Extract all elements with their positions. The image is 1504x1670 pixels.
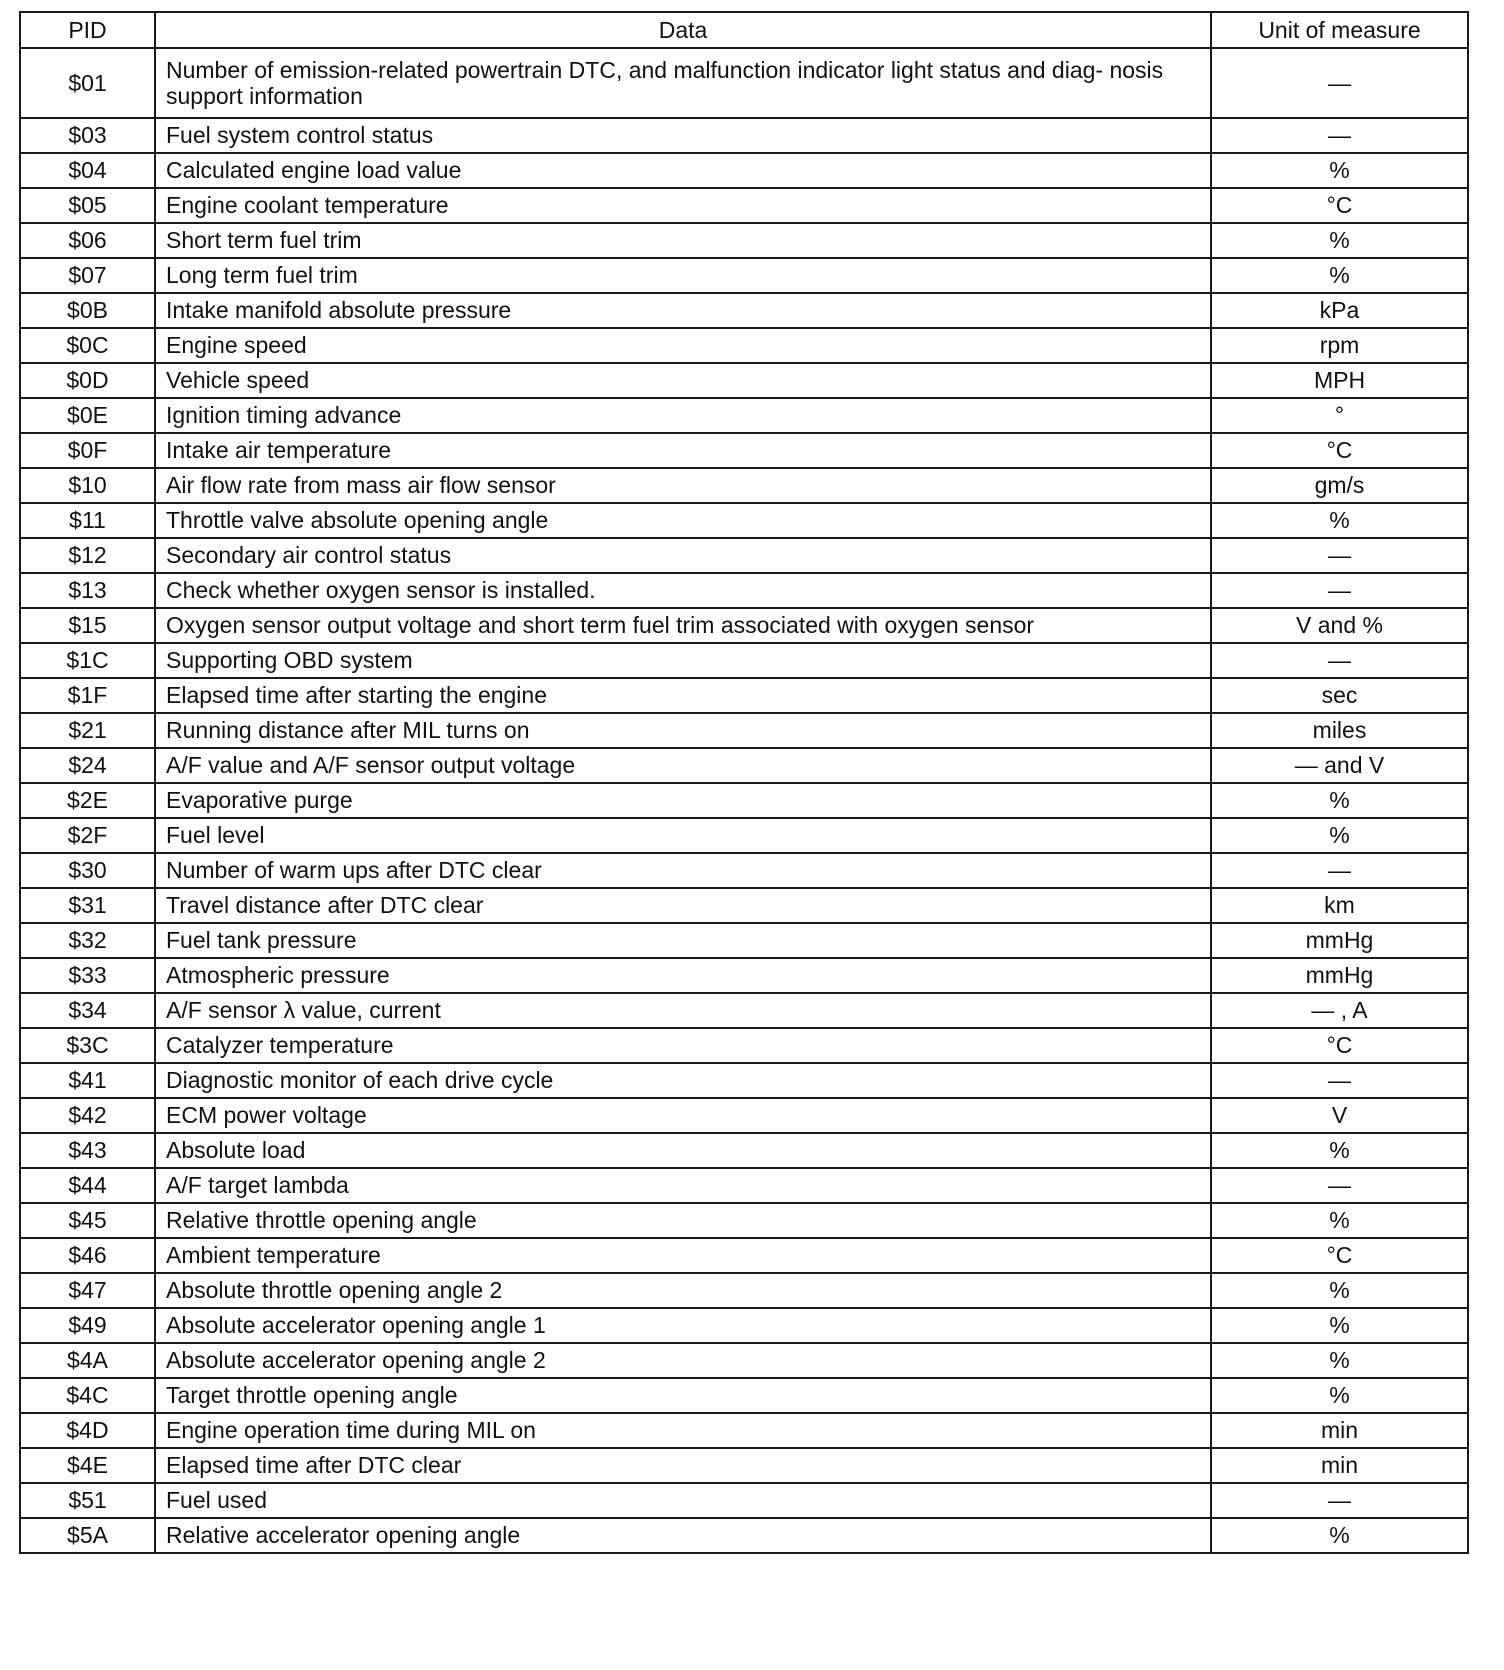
- pid-cell: $49: [20, 1308, 155, 1343]
- table-row: [20, 398, 1468, 433]
- data-cell: Number of emission-related powertrain DTC, and malfunction indicator light status and diag- nosis support information: [155, 48, 1211, 118]
- data-cell: Elapsed time after DTC clear: [155, 1448, 1211, 1483]
- table-row: [20, 993, 1468, 1028]
- unit-cell: min: [1211, 1448, 1468, 1483]
- unit-cell: kPa: [1211, 293, 1468, 328]
- data-cell: A/F target lambda: [155, 1168, 1211, 1203]
- table-row: [20, 748, 1468, 783]
- unit-cell: km: [1211, 888, 1468, 923]
- unit-cell: %: [1211, 258, 1468, 293]
- table-row: [20, 1273, 1468, 1308]
- table-row: [20, 1343, 1468, 1378]
- unit-cell: %: [1211, 1308, 1468, 1343]
- pid-cell: $15: [20, 608, 155, 643]
- table-row: [20, 118, 1468, 153]
- data-cell: Engine speed: [155, 328, 1211, 363]
- pid-cell: $33: [20, 958, 155, 993]
- pid-cell: $0D: [20, 363, 155, 398]
- pid-cell: $45: [20, 1203, 155, 1238]
- unit-cell: °C: [1211, 433, 1468, 468]
- header-unit: Unit of measure: [1211, 12, 1468, 48]
- unit-cell: °C: [1211, 1238, 1468, 1273]
- data-cell: Air flow rate from mass air flow sensor: [155, 468, 1211, 503]
- unit-cell: sec: [1211, 678, 1468, 713]
- data-cell: Long term fuel trim: [155, 258, 1211, 293]
- pid-cell: $04: [20, 153, 155, 188]
- table-row: [20, 1028, 1468, 1063]
- pid-cell: $07: [20, 258, 155, 293]
- table-row: [20, 643, 1468, 678]
- unit-cell: %: [1211, 1518, 1468, 1553]
- table-row: [20, 1308, 1468, 1343]
- pid-cell: $0E: [20, 398, 155, 433]
- pid-cell: $24: [20, 748, 155, 783]
- pid-cell: $0F: [20, 433, 155, 468]
- data-cell: Short term fuel trim: [155, 223, 1211, 258]
- data-cell: Ignition timing advance: [155, 398, 1211, 433]
- data-cell: Elapsed time after starting the engine: [155, 678, 1211, 713]
- unit-cell: —: [1211, 573, 1468, 608]
- table-row: [20, 1448, 1468, 1483]
- pid-cell: $42: [20, 1098, 155, 1133]
- table-row: [20, 783, 1468, 818]
- unit-cell: —: [1211, 538, 1468, 573]
- pid-cell: $51: [20, 1483, 155, 1518]
- unit-cell: %: [1211, 503, 1468, 538]
- unit-cell: mmHg: [1211, 923, 1468, 958]
- unit-cell: °C: [1211, 1028, 1468, 1063]
- unit-cell: %: [1211, 783, 1468, 818]
- data-cell: Fuel used: [155, 1483, 1211, 1518]
- data-cell: A/F sensor λ value, current: [155, 993, 1211, 1028]
- table-row: [20, 1168, 1468, 1203]
- unit-cell: —: [1211, 48, 1468, 118]
- data-cell: Catalyzer temperature: [155, 1028, 1211, 1063]
- table-row: [20, 1518, 1468, 1553]
- pid-cell: $4C: [20, 1378, 155, 1413]
- unit-cell: %: [1211, 1273, 1468, 1308]
- unit-cell: mmHg: [1211, 958, 1468, 993]
- pid-cell: $2F: [20, 818, 155, 853]
- pid-cell: $1F: [20, 678, 155, 713]
- unit-cell: —: [1211, 118, 1468, 153]
- data-cell: Absolute load: [155, 1133, 1211, 1168]
- pid-cell: $34: [20, 993, 155, 1028]
- unit-cell: gm/s: [1211, 468, 1468, 503]
- unit-cell: %: [1211, 1343, 1468, 1378]
- pid-cell: $0B: [20, 293, 155, 328]
- table-row: [20, 1413, 1468, 1448]
- data-cell: Vehicle speed: [155, 363, 1211, 398]
- unit-cell: —: [1211, 1063, 1468, 1098]
- data-cell: Evaporative purge: [155, 783, 1211, 818]
- unit-cell: —: [1211, 1168, 1468, 1203]
- pid-cell: $21: [20, 713, 155, 748]
- data-cell: Atmospheric pressure: [155, 958, 1211, 993]
- table-row: [20, 1098, 1468, 1133]
- data-cell: Absolute accelerator opening angle 1: [155, 1308, 1211, 1343]
- data-cell: Throttle valve absolute opening angle: [155, 503, 1211, 538]
- pid-cell: $31: [20, 888, 155, 923]
- pid-cell: $06: [20, 223, 155, 258]
- unit-cell: %: [1211, 1203, 1468, 1238]
- data-cell: Supporting OBD system: [155, 643, 1211, 678]
- pid-cell: $43: [20, 1133, 155, 1168]
- unit-cell: %: [1211, 1378, 1468, 1413]
- data-cell: Relative throttle opening angle: [155, 1203, 1211, 1238]
- unit-cell: %: [1211, 818, 1468, 853]
- table-row: [20, 258, 1468, 293]
- data-cell: Diagnostic monitor of each drive cycle: [155, 1063, 1211, 1098]
- pid-cell: $46: [20, 1238, 155, 1273]
- pid-table: [19, 11, 1469, 1554]
- table-row: [20, 153, 1468, 188]
- unit-cell: —: [1211, 853, 1468, 888]
- table-row: [20, 48, 1468, 118]
- table-row: [20, 503, 1468, 538]
- unit-cell: min: [1211, 1413, 1468, 1448]
- pid-cell: $05: [20, 188, 155, 223]
- table-row: [20, 188, 1468, 223]
- pid-cell: $12: [20, 538, 155, 573]
- table-row: [20, 223, 1468, 258]
- pid-cell: $11: [20, 503, 155, 538]
- unit-cell: MPH: [1211, 363, 1468, 398]
- data-cell: Ambient temperature: [155, 1238, 1211, 1273]
- data-cell: Calculated engine load value: [155, 153, 1211, 188]
- pid-cell: $01: [20, 48, 155, 118]
- data-cell: Oxygen sensor output voltage and short term fuel trim associated with oxygen sensor: [155, 608, 1211, 643]
- pid-cell: $41: [20, 1063, 155, 1098]
- data-cell: Secondary air control status: [155, 538, 1211, 573]
- table-row: [20, 1378, 1468, 1413]
- pid-cell: $30: [20, 853, 155, 888]
- table-row: [20, 1238, 1468, 1273]
- table-row: [20, 573, 1468, 608]
- pid-cell: $32: [20, 923, 155, 958]
- unit-cell: — and V: [1211, 748, 1468, 783]
- table-row: [20, 1483, 1468, 1518]
- table-row: [20, 713, 1468, 748]
- table-row: [20, 818, 1468, 853]
- table-row: [20, 853, 1468, 888]
- data-cell: Target throttle opening angle: [155, 1378, 1211, 1413]
- table-row: [20, 363, 1468, 398]
- unit-cell: %: [1211, 1133, 1468, 1168]
- pid-cell: $4E: [20, 1448, 155, 1483]
- data-cell: Fuel tank pressure: [155, 923, 1211, 958]
- header-pid: PID: [20, 12, 155, 48]
- table-row: [20, 1133, 1468, 1168]
- table-row: [20, 468, 1468, 503]
- data-cell: Intake air temperature: [155, 433, 1211, 468]
- pid-cell: $5A: [20, 1518, 155, 1553]
- unit-cell: °C: [1211, 188, 1468, 223]
- table-row: [20, 1203, 1468, 1238]
- unit-cell: — , A: [1211, 993, 1468, 1028]
- data-cell: Relative accelerator opening angle: [155, 1518, 1211, 1553]
- pid-cell: $4A: [20, 1343, 155, 1378]
- table-row: [20, 328, 1468, 363]
- data-cell: Intake manifold absolute pressure: [155, 293, 1211, 328]
- data-cell: Number of warm ups after DTC clear: [155, 853, 1211, 888]
- pid-cell: $3C: [20, 1028, 155, 1063]
- data-cell: Check whether oxygen sensor is installed.: [155, 573, 1211, 608]
- pid-cell: $0C: [20, 328, 155, 363]
- table-row: [20, 958, 1468, 993]
- pid-cell: $13: [20, 573, 155, 608]
- unit-cell: V: [1211, 1098, 1468, 1133]
- pid-cell: $47: [20, 1273, 155, 1308]
- unit-cell: miles: [1211, 713, 1468, 748]
- data-cell: Running distance after MIL turns on: [155, 713, 1211, 748]
- table-row: [20, 538, 1468, 573]
- pid-cell: $1C: [20, 643, 155, 678]
- data-cell: Fuel system control status: [155, 118, 1211, 153]
- table-row: [20, 433, 1468, 468]
- table-row: [20, 678, 1468, 713]
- data-cell: A/F value and A/F sensor output voltage: [155, 748, 1211, 783]
- table-row: [20, 888, 1468, 923]
- pid-cell: $10: [20, 468, 155, 503]
- unit-cell: %: [1211, 223, 1468, 258]
- data-cell: Absolute throttle opening angle 2: [155, 1273, 1211, 1308]
- data-cell: Engine coolant temperature: [155, 188, 1211, 223]
- data-cell: Travel distance after DTC clear: [155, 888, 1211, 923]
- unit-cell: —: [1211, 643, 1468, 678]
- pid-cell: $44: [20, 1168, 155, 1203]
- unit-cell: °: [1211, 398, 1468, 433]
- unit-cell: V and %: [1211, 608, 1468, 643]
- table-header-row: [20, 12, 1468, 48]
- unit-cell: %: [1211, 153, 1468, 188]
- data-cell: Fuel level: [155, 818, 1211, 853]
- data-cell: Engine operation time during MIL on: [155, 1413, 1211, 1448]
- table-row: [20, 608, 1468, 643]
- pid-cell: $2E: [20, 783, 155, 818]
- header-data: Data: [155, 12, 1211, 48]
- unit-cell: —: [1211, 1483, 1468, 1518]
- pid-cell: $03: [20, 118, 155, 153]
- data-cell: ECM power voltage: [155, 1098, 1211, 1133]
- table-row: [20, 923, 1468, 958]
- pid-cell: $4D: [20, 1413, 155, 1448]
- table-row: [20, 1063, 1468, 1098]
- unit-cell: rpm: [1211, 328, 1468, 363]
- data-cell: Absolute accelerator opening angle 2: [155, 1343, 1211, 1378]
- table-row: [20, 293, 1468, 328]
